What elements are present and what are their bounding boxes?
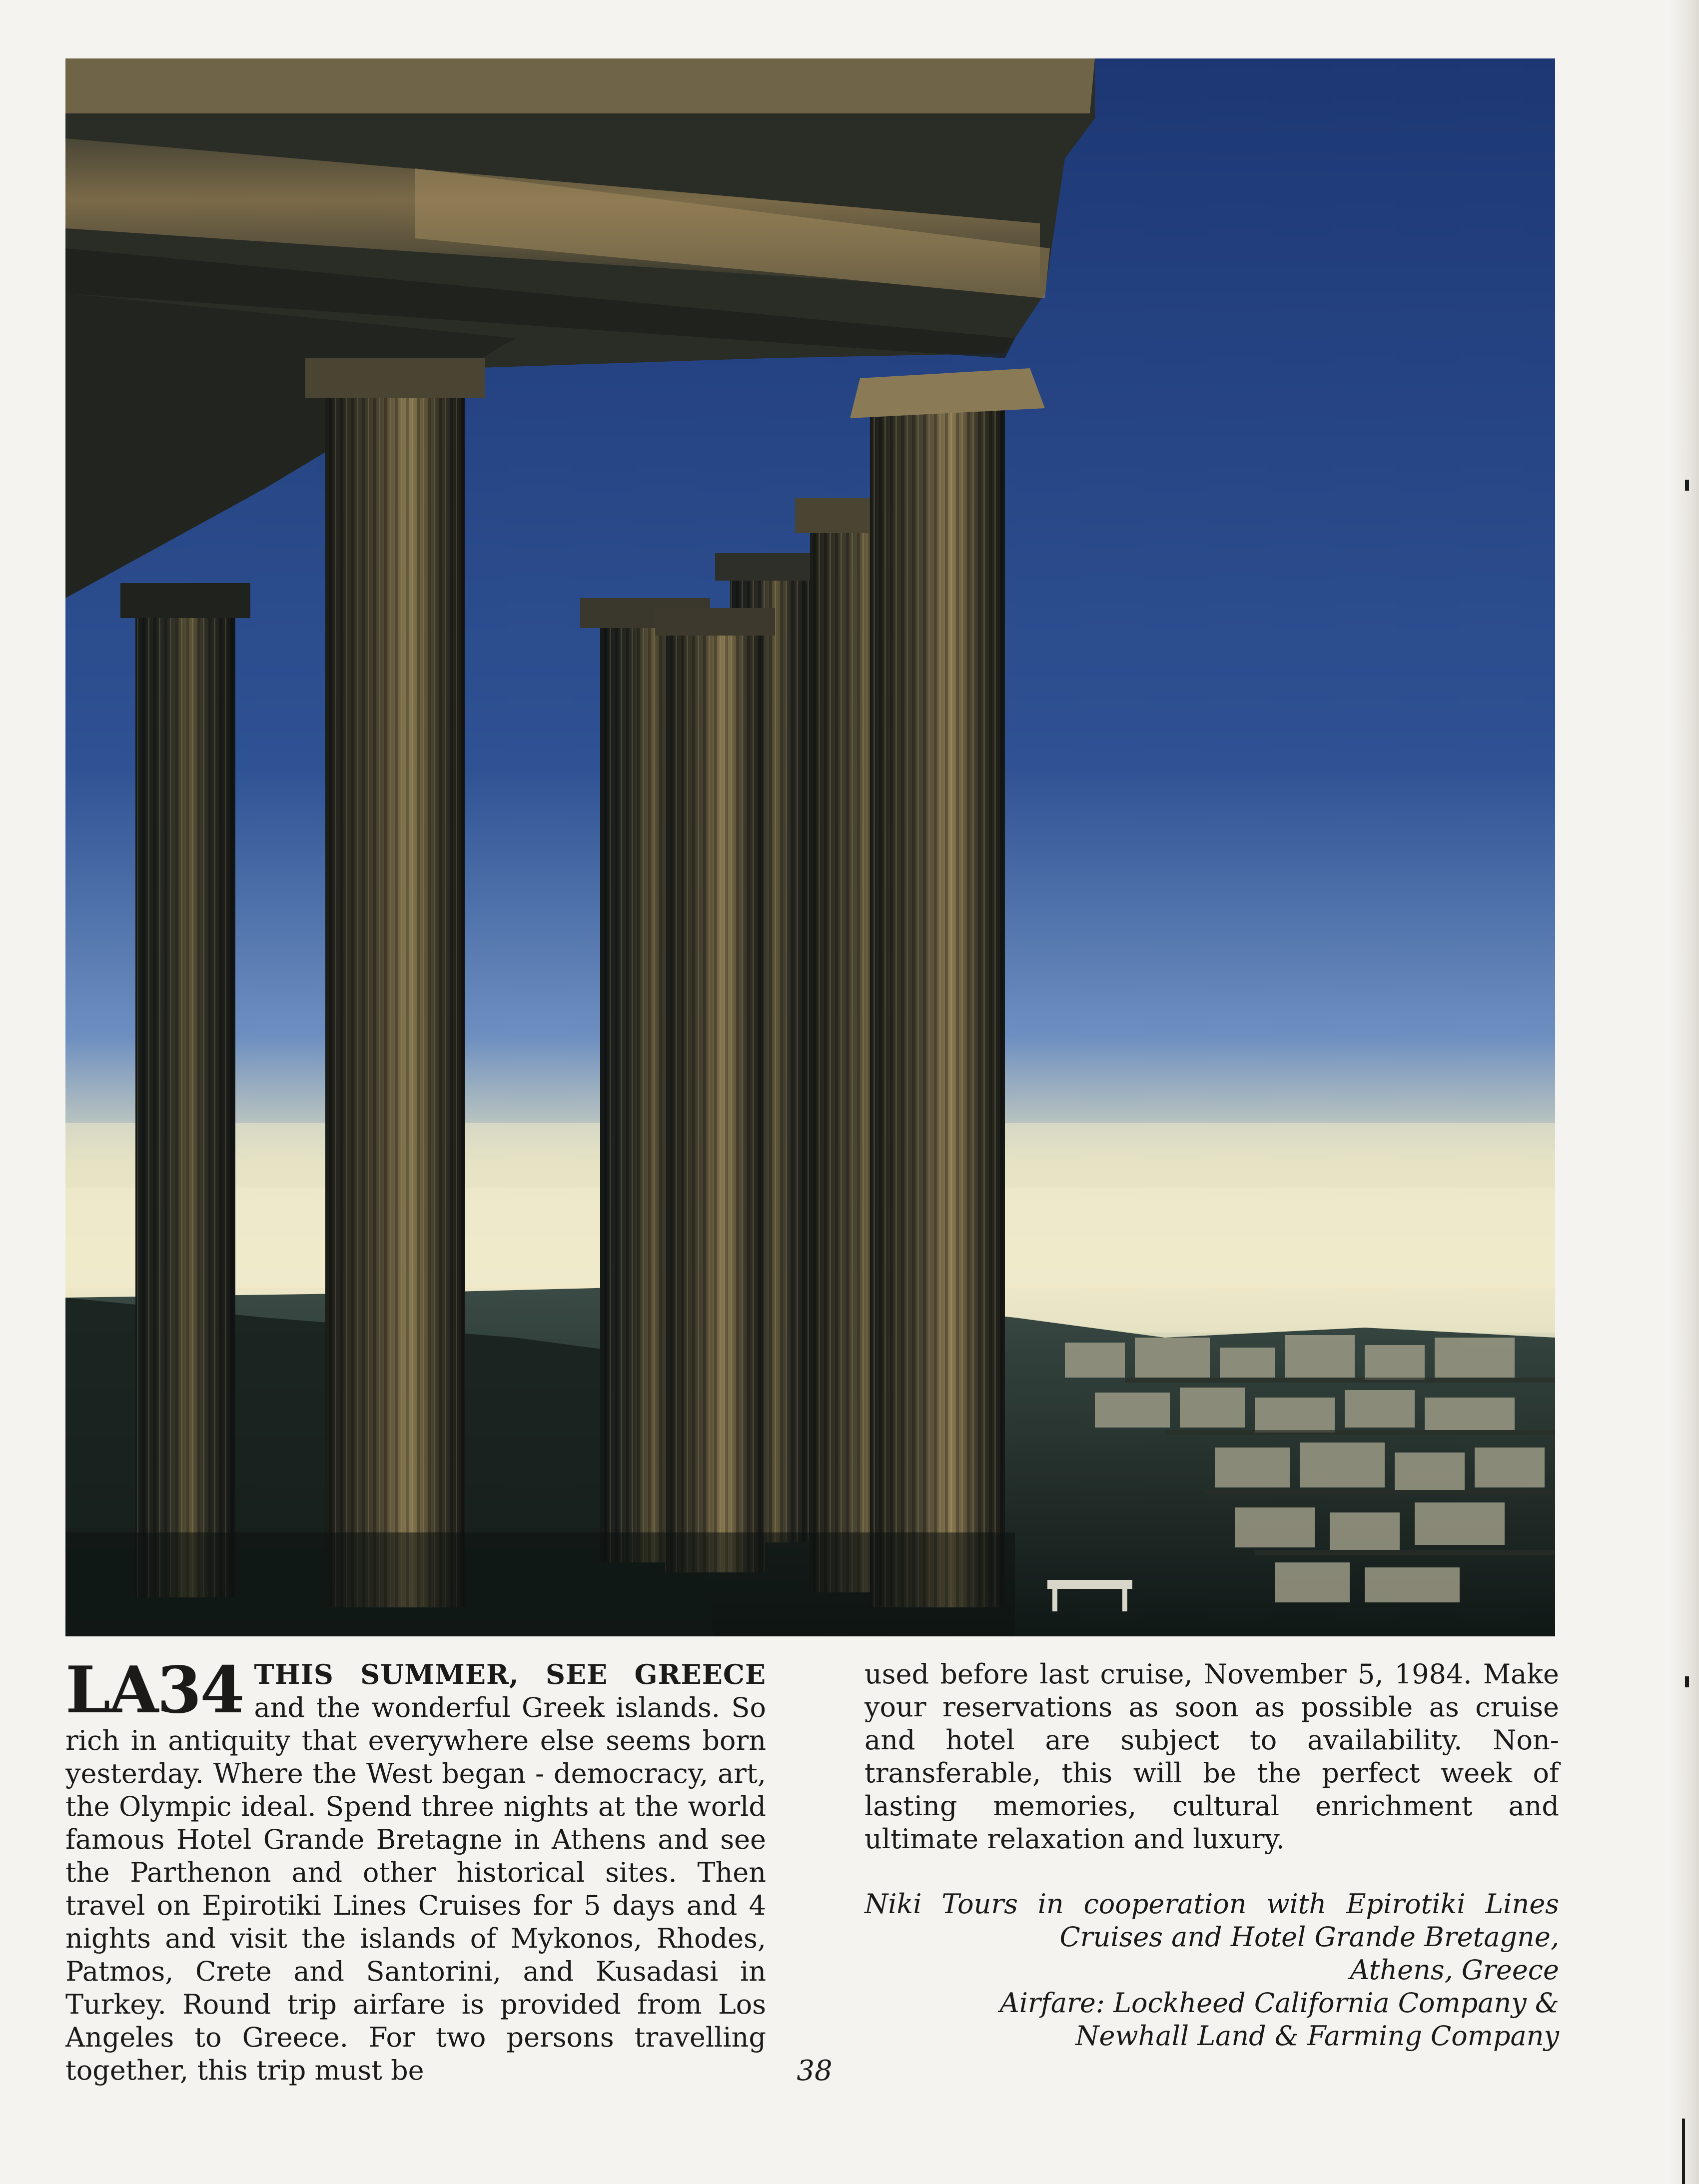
lot-number: LA34 xyxy=(65,1653,243,1728)
credit-line: Newhall Land & Farming Company xyxy=(1075,2020,1559,2052)
page-edge-mark xyxy=(1685,480,1689,491)
page-edge xyxy=(1669,0,1699,2184)
sponsor-credits xyxy=(864,1888,1559,2053)
page-number: 38 xyxy=(797,2055,833,2087)
credit-line: Niki Tours in cooperation with Epirotiki Lines xyxy=(864,1888,1559,1920)
article-body-right: used before last cruise, November 5, 1984. Make your reservations as soon as possible as cruise and hotel are subject to availability. Non-transferable, this will be the perfect week of lasting memories, cultural enrichment and ultimate relaxation and luxury. xyxy=(864,1658,1559,1855)
credit-line: Airfare: Lockheed California Company & xyxy=(999,1987,1559,2019)
page-edge-mark xyxy=(1682,2119,1685,2184)
article-headline: THIS SUMMER, SEE GREECE xyxy=(254,1658,766,1690)
credit-line: Athens, Greece xyxy=(1350,1954,1559,1986)
article-right-column xyxy=(864,1658,1559,1856)
article-body-left: and the wonderful Greek islands. So rich in antiquity that everywhere else seems born yesterday. Where the West began - democracy, art, the Olympic ideal. Spend three nights at the world famous Hotel Grande Bretagne in Athens and see the Parthenon and other historical sites. Then travel on Epirotiki Lines Cruises for 5 days and 4 nights and visit the islands of Mykonos, Rhodes, Patmos, Crete and Santorini, and Kusadasi in Turkey. Round trip airfare is provided from Los Angeles to Greece. For two persons travelling together, this trip must be xyxy=(65,1692,766,2086)
credit-line: Cruises and Hotel Grande Bretagne, xyxy=(1059,1921,1559,1953)
temple-columns-photo xyxy=(65,58,1555,1636)
article-left-column xyxy=(65,1653,766,2087)
page-edge-mark xyxy=(1685,1676,1689,1687)
